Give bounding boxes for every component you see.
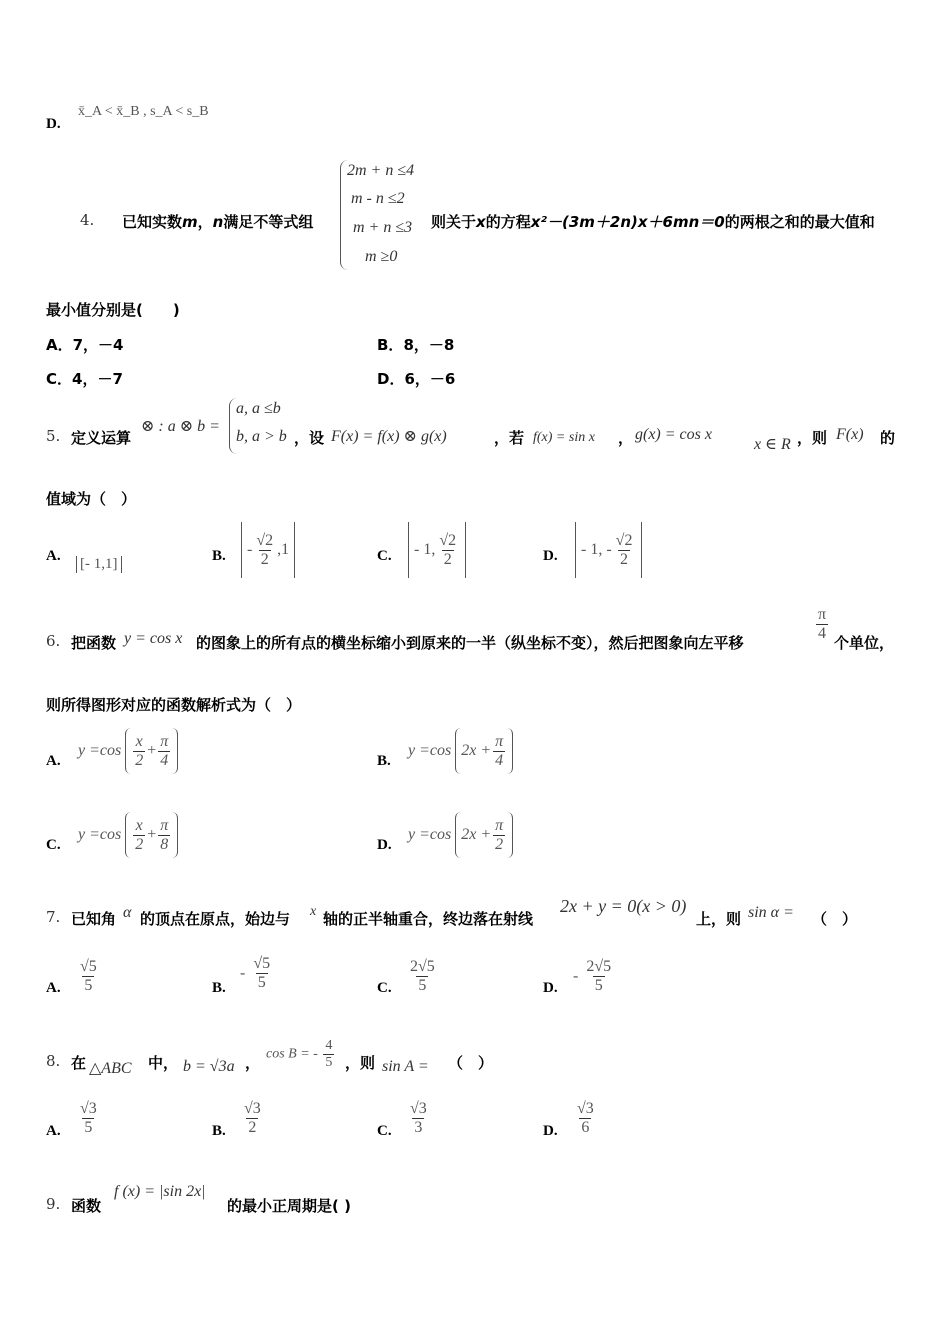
q8-comma: ， bbox=[245, 1054, 261, 1072]
q5-option-b-label[interactable]: B. bbox=[212, 548, 226, 564]
q7-text-d: 上，则 bbox=[696, 910, 742, 928]
q6-option-a-expr[interactable]: y =cos $\frac{x}{2}$ + $\frac{\pi}{4}$ bbox=[78, 728, 178, 774]
q8-option-a-label[interactable]: A. bbox=[46, 1123, 61, 1139]
q9-func: f (x) = |sin 2x| bbox=[114, 1183, 206, 1200]
q8-text-c: ，则 bbox=[345, 1054, 376, 1072]
q8-option-c-expr[interactable]: $\frac{√3}{3}$ bbox=[410, 1100, 427, 1136]
q8-option-b-expr[interactable]: $\frac{√3}{2}$ bbox=[244, 1100, 261, 1136]
q7-ray: 2x + y = 0(x > 0) bbox=[560, 896, 687, 916]
q4-option-d[interactable]: D．6，－6 bbox=[377, 370, 456, 388]
q4-option-c[interactable]: C．4，－7 bbox=[46, 370, 123, 388]
q8-option-b-label[interactable]: B. bbox=[212, 1123, 226, 1139]
q5-text-e: 的 bbox=[880, 429, 896, 447]
q6-shift-fraction: $\frac{\pi}{4}$ bbox=[818, 606, 827, 642]
q6-option-a-label[interactable]: A. bbox=[46, 753, 61, 769]
q5-f-def: f(x) = sin x bbox=[533, 430, 595, 445]
q5-option-d-label[interactable]: D. bbox=[543, 548, 558, 564]
q5-option-a-label[interactable]: A. bbox=[46, 548, 61, 564]
q7-option-a-expr[interactable]: $\frac{√5}{5}$ bbox=[80, 958, 97, 994]
q5-text-f: 值域为（ ） bbox=[46, 490, 137, 508]
q6-text-c: 个单位， bbox=[834, 634, 895, 652]
q5-option-a-expr[interactable]: [- 1,1] bbox=[76, 556, 122, 573]
q6-text-d: 则所得图形对应的函数解析式为（ ） bbox=[46, 696, 302, 714]
q6-option-b-expr[interactable]: y =cos 2x + $\frac{\pi}{4}$ bbox=[408, 728, 513, 774]
q9-text-b: 的最小正周期是( ) bbox=[227, 1197, 351, 1215]
q3-option-d-expr: x̄_A < x̄_B , s_A < s_B bbox=[78, 104, 209, 119]
q8-cond1: b = √3a bbox=[183, 1058, 235, 1075]
q6-text-a: 把函数 bbox=[71, 634, 117, 652]
q5-text-b: ，设 bbox=[294, 429, 325, 447]
q8-triangle: △ABC bbox=[89, 1060, 132, 1077]
q6-option-c-label[interactable]: C. bbox=[46, 837, 61, 853]
q6-option-c-expr[interactable]: y =cos $\frac{x}{2}$ + $\frac{\pi}{8}$ bbox=[78, 812, 178, 858]
q8-option-d-expr[interactable]: $\frac{√3}{6}$ bbox=[577, 1100, 594, 1136]
q4-inequality-system: 2m + n ≤4 m - n ≤2 m + n ≤3 m ≥0 bbox=[340, 160, 431, 270]
q7-option-d-label[interactable]: D. bbox=[543, 980, 558, 996]
q7-option-b-label[interactable]: B. bbox=[212, 980, 226, 996]
q4-stem-line1: 已知实数m，n满足不等式组 bbox=[122, 213, 314, 231]
q7-x: x bbox=[310, 904, 317, 919]
q6-func: y = cos x bbox=[124, 630, 183, 647]
q9-text-a: 函数 bbox=[71, 1197, 102, 1215]
q4-option-a[interactable]: A．7，－4 bbox=[46, 336, 124, 354]
q8-text-a: 在 bbox=[71, 1054, 87, 1072]
q7-text-c: 轴的正半轴重合，终边落在射线 bbox=[323, 910, 534, 928]
q5-text-d: ，则 bbox=[797, 429, 828, 447]
q7-text-a: 已知角 bbox=[71, 910, 117, 928]
q5-op-def: ⊗ : a ⊗ b = bbox=[141, 418, 220, 435]
q5-option-c-label[interactable]: C. bbox=[377, 548, 392, 564]
q5-option-b-expr[interactable]: - $\frac{√2}{2}$ ,1 bbox=[241, 522, 295, 578]
q6-number: 6. bbox=[46, 632, 61, 650]
q8-option-d-label[interactable]: D. bbox=[543, 1123, 558, 1139]
q3-option-d-label: D. bbox=[46, 116, 61, 132]
q8-option-c-label[interactable]: C. bbox=[377, 1123, 392, 1139]
q6-option-d-expr[interactable]: y =cos 2x + $\frac{\pi}{2}$ bbox=[408, 812, 513, 858]
q7-number: 7. bbox=[46, 908, 61, 926]
q7-alpha: α bbox=[123, 904, 132, 921]
q5-comma: ， bbox=[618, 429, 634, 447]
q6-option-d-label[interactable]: D. bbox=[377, 837, 392, 853]
q8-text-d: （ ） bbox=[448, 1054, 494, 1072]
q5-option-d-expr[interactable]: - 1, - $\frac{√2}{2}$ bbox=[575, 522, 642, 578]
q4-number: 4. bbox=[80, 211, 95, 229]
q5-piecewise: a, a ≤b b, a > b bbox=[229, 398, 296, 454]
q7-option-d-expr[interactable]: - $\frac{2√5}{5}$ bbox=[573, 958, 612, 994]
q5-domain: x ∈ R bbox=[754, 436, 791, 453]
q8-number: 8. bbox=[46, 1052, 61, 1070]
q8-cosB: cos B = - $\frac{4}{5}$ bbox=[266, 1038, 333, 1070]
q5-F: F(x) bbox=[836, 426, 864, 443]
q7-text-b: 的顶点在原点，始边与 bbox=[140, 910, 291, 928]
q7-option-c-label[interactable]: C. bbox=[377, 980, 392, 996]
q8-text-b: 中， bbox=[148, 1054, 179, 1072]
q4-stem-line2: 最小值分别是( ) bbox=[46, 301, 180, 319]
q4-stem-line1b: 则关于x的方程x²－(3m＋2n)x＋6mn＝0的两根之和的最大值和 bbox=[431, 213, 875, 231]
q7-sin: sin α = bbox=[748, 904, 794, 921]
q5-number: 5. bbox=[46, 427, 61, 445]
q5-text-a: 定义运算 bbox=[71, 429, 132, 447]
q5-option-c-expr[interactable]: - 1, $\frac{√2}{2}$ bbox=[408, 522, 466, 578]
q7-option-a-label[interactable]: A. bbox=[46, 980, 61, 996]
q7-text-e: （ ） bbox=[812, 910, 858, 928]
q4-option-b[interactable]: B．8，－8 bbox=[377, 336, 455, 354]
q9-number: 9. bbox=[46, 1195, 61, 1213]
q6-option-b-label[interactable]: B. bbox=[377, 753, 391, 769]
q5-g-def: g(x) = cos x bbox=[635, 426, 712, 443]
q6-text-b: 的图象上的所有点的横坐标缩小到原来的一半（纵坐标不变），然后把图象向左平移 bbox=[196, 634, 744, 652]
q5-text-c: ，若 bbox=[494, 429, 525, 447]
q5-F-def: F(x) = f(x) ⊗ g(x) bbox=[331, 428, 447, 445]
q8-sinA: sin A = bbox=[382, 1058, 429, 1075]
q7-option-b-expr[interactable]: - $\frac{√5}{5}$ bbox=[240, 955, 271, 991]
q8-option-a-expr[interactable]: $\frac{√3}{5}$ bbox=[80, 1100, 97, 1136]
q7-option-c-expr[interactable]: $\frac{2√5}{5}$ bbox=[410, 958, 435, 994]
